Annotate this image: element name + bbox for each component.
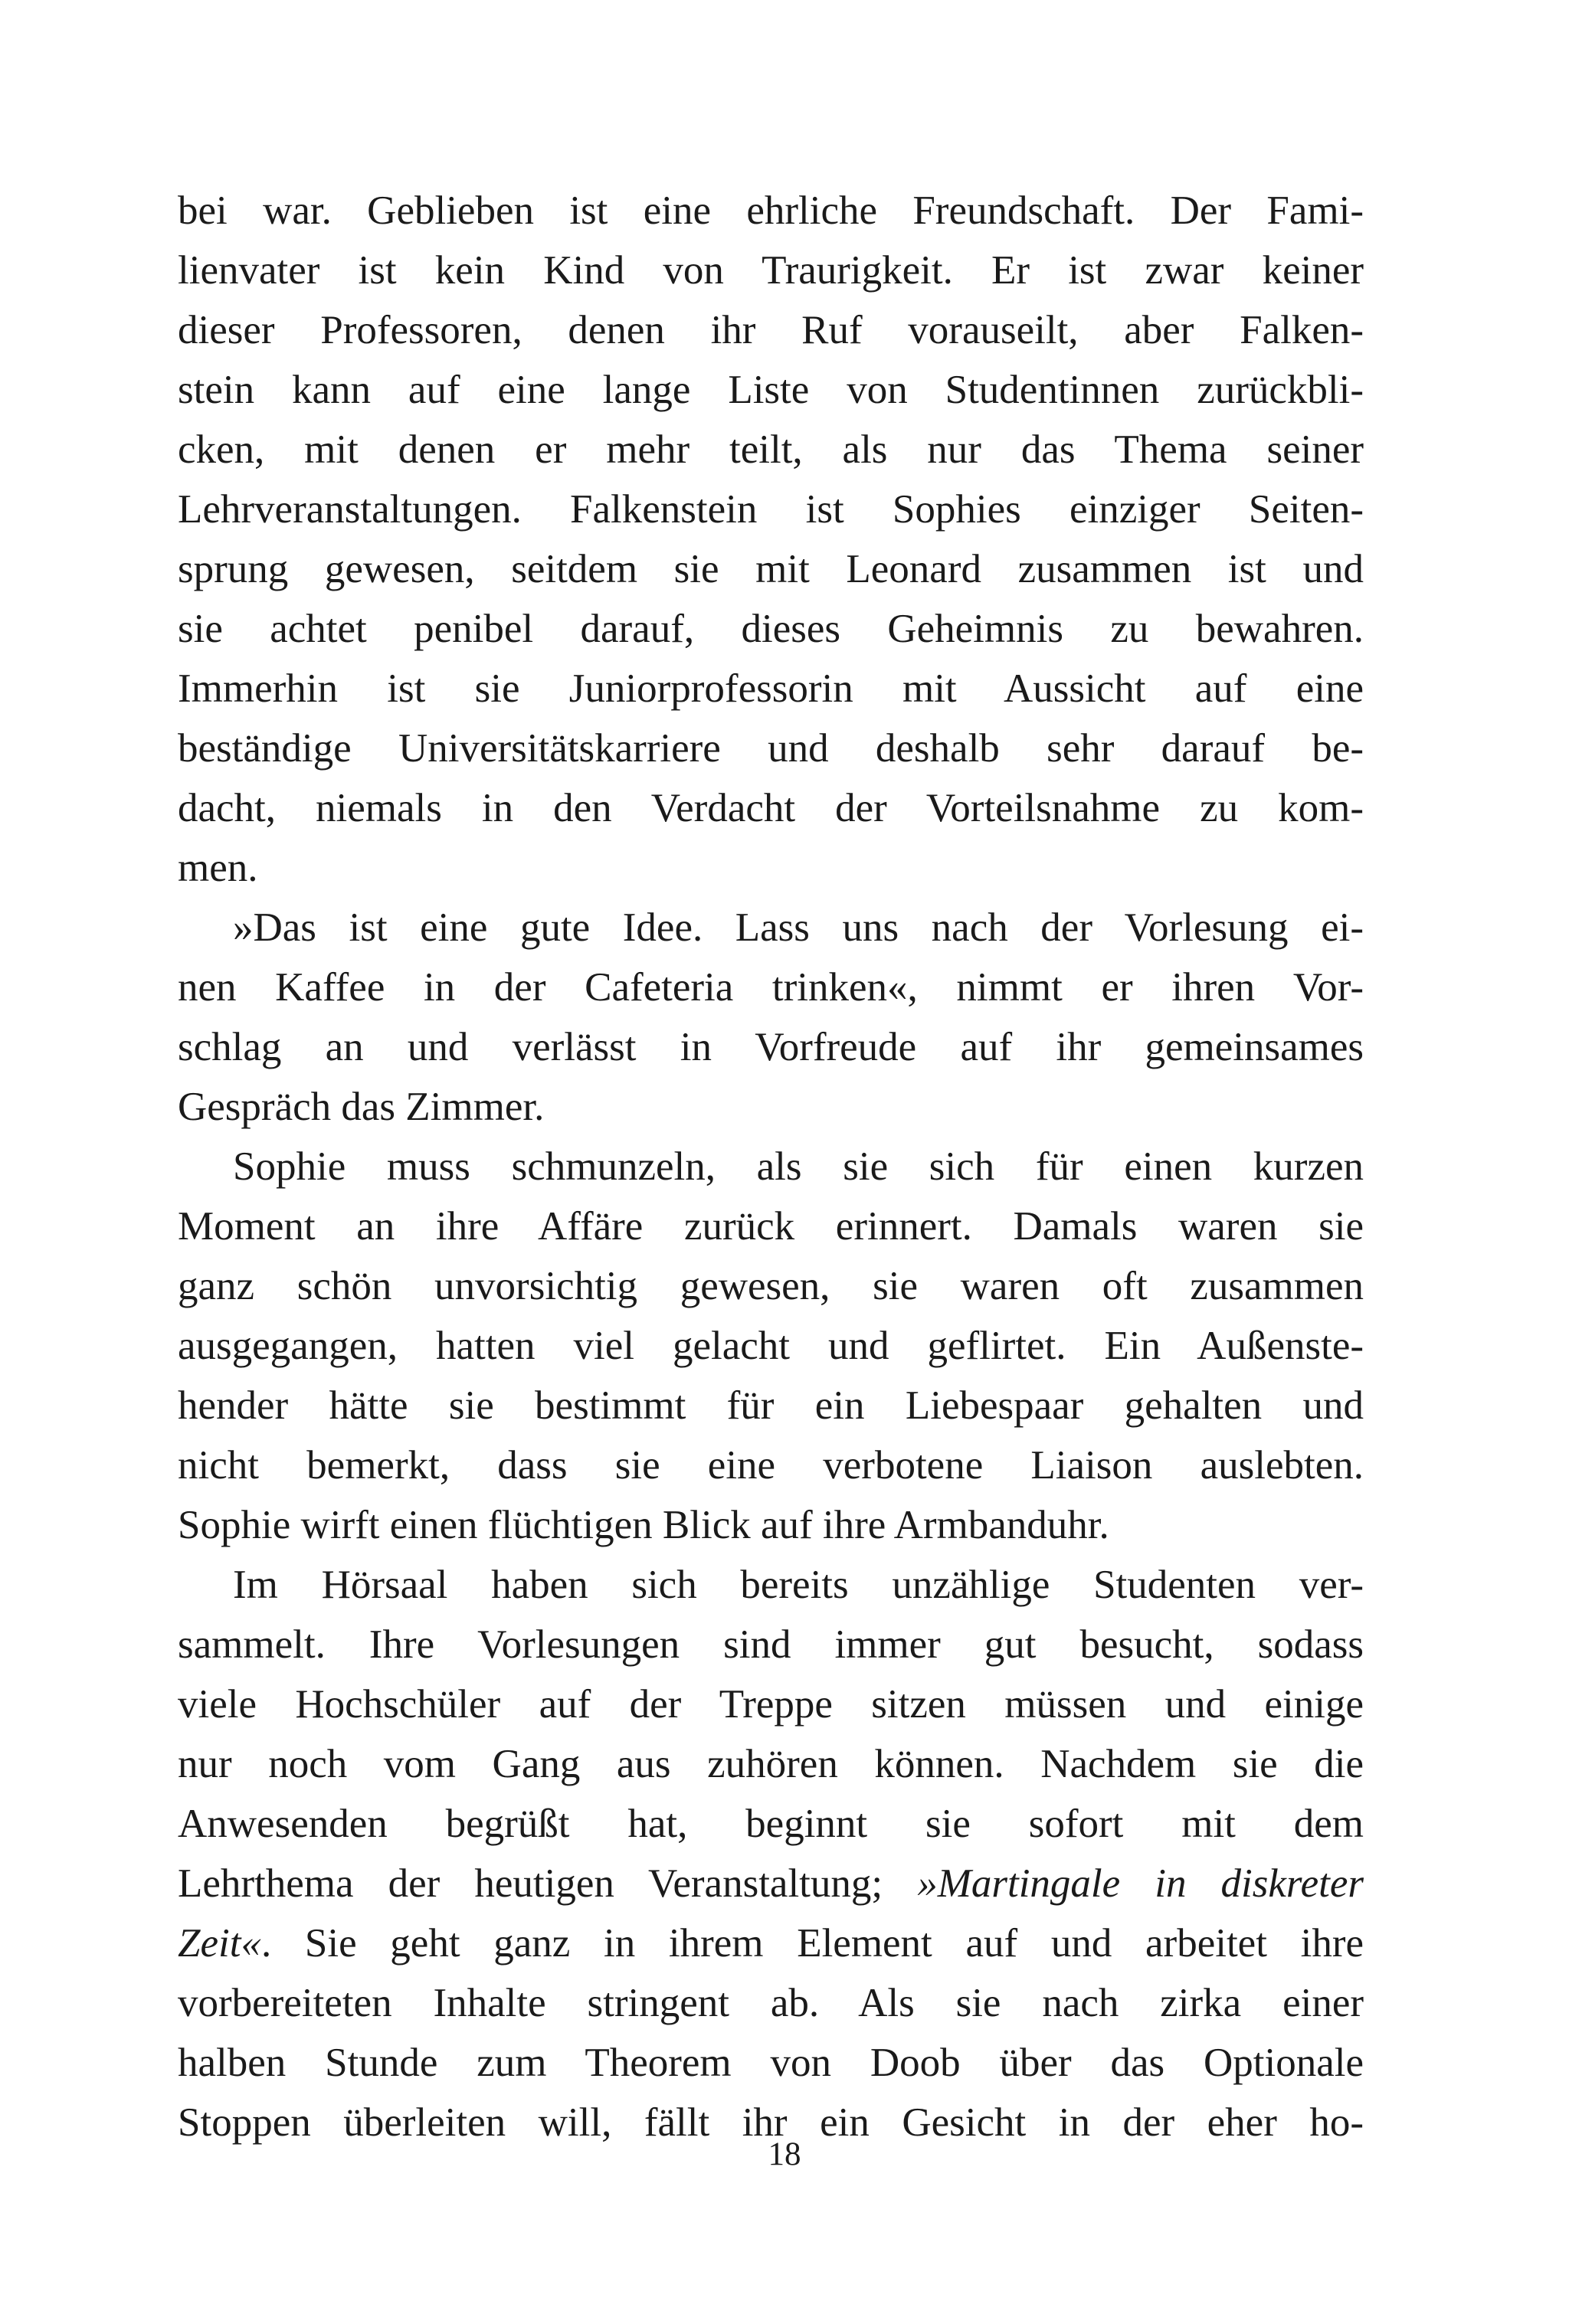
italic-text: »Martingale in diskreter [917, 1861, 1364, 1906]
text-line: sprung gewesen, seitdem sie mit Leonard zusammen ist und [178, 547, 1364, 591]
text-line: cken, mit denen er mehr teilt, als nur das Thema seiner [178, 427, 1364, 472]
text-line: dieser Professoren, denen ihr Ruf vorauseilt, aber Falken- [178, 308, 1364, 352]
text-line: Sophie muss schmunzeln, als sie sich für einen kurzen [233, 1144, 1364, 1189]
paragraph [178, 1137, 1364, 1555]
text-line: Sophie wirft einen flüchtigen Blick auf ihre Armbanduhr. [178, 1503, 1109, 1547]
text-line: nen Kaffee in der Cafeteria trinken«, nimmt er ihren Vor- [178, 965, 1364, 1010]
text-line: Stoppen überleiten will, fällt ihr ein Gesicht in der eher ho- [178, 2100, 1364, 2145]
text-line: sammelt. Ihre Vorlesungen sind immer gut besucht, sodass [178, 1622, 1364, 1667]
text-line: nur noch vom Gang aus zuhören können. Nachdem sie die [178, 1742, 1364, 1786]
text-segment: Lehrthema der heutigen Veranstaltung; [178, 1861, 918, 1906]
text-line: Lehrveranstaltungen. Falkenstein ist Sophies einziger Seiten- [178, 487, 1364, 532]
text-line [178, 1913, 1364, 1973]
text-line: Immerhin ist sie Juniorprofessorin mit Aussicht auf eine [178, 666, 1364, 711]
paragraph [178, 1555, 1364, 2152]
text-line: bei war. Geblieben ist eine ehrliche Freundschaft. Der Fami- [178, 188, 1364, 233]
text-line: ganz schön unvorsichtig gewesen, sie waren oft zusammen [178, 1264, 1364, 1308]
text-line: nicht bemerkt, dass sie eine verbotene Liaison auslebten. [178, 1443, 1364, 1488]
body-text [178, 181, 1364, 2152]
text-line: hender hätte sie bestimmt für ein Liebespaar gehalten und [178, 1383, 1364, 1428]
italic-text: Zeit« [178, 1921, 261, 1966]
page-number: 18 [768, 2136, 801, 2172]
text-line: Im Hörsaal haben sich bereits unzählige Studenten ver- [233, 1563, 1364, 1607]
text-line: Gespräch das Zimmer. [178, 1085, 545, 1129]
text-line: Moment an ihre Affäre zurück erinnert. Damals waren sie [178, 1204, 1364, 1249]
text-line: dacht, niemals in den Verdacht der Vorteilsnahme zu kom- [178, 786, 1364, 830]
text-line: sie achtet penibel darauf, dieses Geheimnis zu bewahren. [178, 607, 1364, 651]
text-line: »Das ist eine gute Idee. Lass uns nach der Vorlesung ei- [233, 905, 1364, 950]
text-line: halben Stunde zum Theorem von Doob über das Optionale [178, 2041, 1364, 2085]
paragraph [178, 898, 1364, 1137]
text-line: beständige Universitätskarriere und deshalb sehr darauf be- [178, 726, 1364, 771]
text-line: viele Hochschüler auf der Treppe sitzen müssen und einige [178, 1682, 1364, 1727]
paragraph [178, 181, 1364, 898]
text-line: vorbereiteten Inhalte stringent ab. Als sie nach zirka einer [178, 1981, 1364, 2025]
text-line: Anwesenden begrüßt hat, beginnt sie sofort mit dem [178, 1802, 1364, 1846]
text-line: men. [178, 846, 258, 890]
text-line: lienvater ist kein Kind von Traurigkeit. Er ist zwar keiner [178, 248, 1364, 293]
text-line [178, 1854, 1364, 1913]
text-segment: . Sie geht ganz in ihrem Element auf und arbeitet ihre [260, 1921, 1364, 1966]
text-line: schlag an und verlässt in Vorfreude auf ihr gemeinsames [178, 1025, 1364, 1069]
text-line: stein kann auf eine lange Liste von Studentinnen zurückbli- [178, 368, 1364, 412]
text-line: ausgegangen, hatten viel gelacht und geflirtet. Ein Außenste- [178, 1324, 1364, 1368]
